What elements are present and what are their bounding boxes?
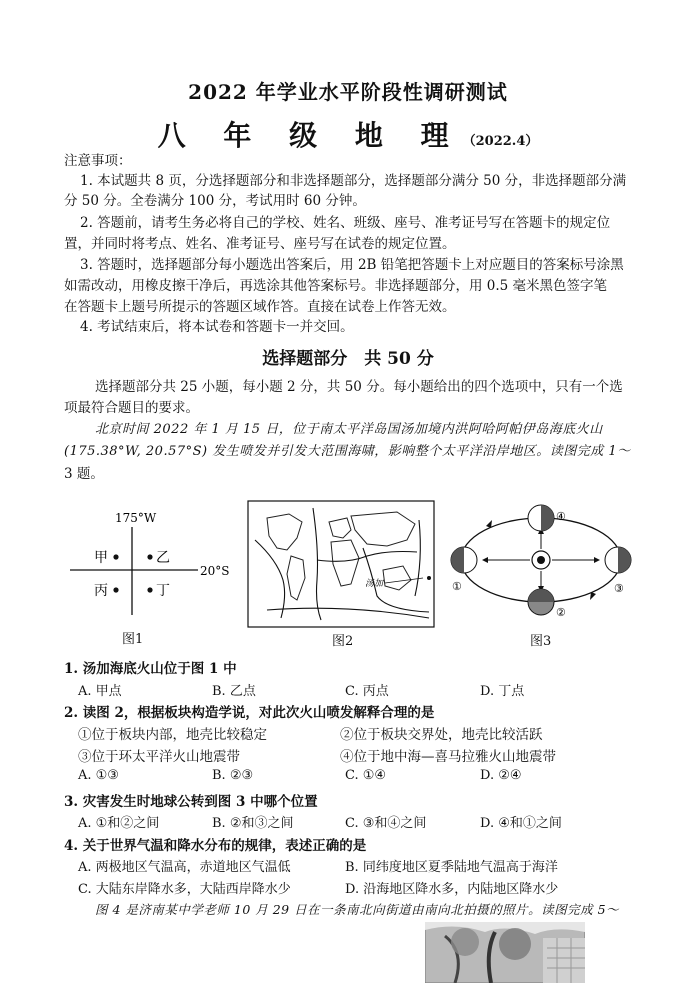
passage-line: 北京时间 2022 年 1 月 15 日，位于南太平洋岛国汤加境内洪阿哈阿帕伊岛海底火山 (95, 422, 603, 437)
point-yi (147, 554, 152, 559)
notice-line: 4. 考试结束后，将本试卷和答题卡一并交回。 (80, 319, 354, 335)
earth-position-2 (528, 589, 554, 615)
subject-title: 八 年 级 地 理 (157, 119, 463, 152)
notice-line: 分 50 分。全卷满分 100 分，考试用时 60 分钟。 (64, 193, 366, 209)
question-4-option-b[interactable]: B. 同纬度地区夏季陆地气温高于海洋 (345, 860, 558, 875)
earth-position-3 (605, 547, 631, 573)
lat-label: 20°S (200, 564, 230, 578)
position-4-label: ④ (556, 510, 566, 523)
question-2-statement: ④位于地中海—喜马拉雅火山地震带 (340, 749, 556, 765)
section-title: 选择题部分 共 50 分 (262, 349, 434, 369)
point-bing (113, 587, 118, 592)
orbit-arrow (590, 592, 596, 600)
figure-4-photo (425, 922, 585, 983)
orbit-arrow (486, 520, 492, 528)
question-1-stem: 1. 汤加海底火山位于图 1 中 (64, 661, 237, 677)
question-3-option-d[interactable]: D. ④和①之间 (480, 816, 562, 831)
question-4-stem: 4. 关于世界气温和降水分布的规律，表述正确的是 (64, 838, 367, 854)
earth-position-1 (451, 547, 477, 573)
passage-line: 图 4 是济南某中学老师 10 月 29 日在一条南北向街道由南向北拍摄的照片。读图完成 5～ (95, 902, 620, 917)
exam-subtitle (0, 114, 696, 154)
earth-position-4 (528, 505, 554, 531)
notice-line: 如需改动，用橡皮擦干净后，再选涂其他答案标号。非选择题部分，用 0.5 毫米黑色签字笔 (64, 278, 608, 294)
point-jia-label: 甲 (94, 550, 108, 566)
question-1-option-b[interactable]: B. 乙点 (212, 684, 256, 699)
question-2-statement: ③位于环太平洋火山地震带 (78, 749, 240, 765)
question-4-option-d[interactable]: D. 沿海地区降水多，内陆地区降水少 (345, 882, 559, 897)
question-3-option-a[interactable]: A. ①和②之间 (78, 816, 160, 831)
position-1-label: ① (452, 580, 462, 593)
passage-line: 3 题。 (64, 466, 104, 482)
question-2-option-b[interactable]: B. ②③ (212, 768, 254, 783)
question-2-stem: 2. 读图 2，根据板块构造学说，对此次火山喷发解释合理的是 (64, 705, 435, 721)
position-2-label: ② (556, 606, 566, 619)
point-bing-label: 丙 (94, 583, 108, 599)
point-ding (147, 587, 152, 592)
figure-3-caption: 图3 (530, 634, 552, 649)
point-jia (113, 554, 118, 559)
exam-title: 2022 年学业水平阶段性调研测试 (188, 80, 508, 104)
question-4-option-a[interactable]: A. 两极地区气温高，赤道地区气温低 (78, 860, 291, 875)
question-4-option-c[interactable]: C. 大陆东岸降水多，大陆西岸降水少 (78, 882, 291, 897)
exam-date: （2022.4） (462, 134, 539, 149)
figure-1-diagram (60, 505, 240, 630)
position-3-label: ③ (614, 582, 624, 595)
question-2-statement: ②位于板块交界处，地壳比较活跃 (340, 727, 543, 743)
question-2-option-d[interactable]: D. ②④ (480, 768, 522, 783)
figure-2-map (247, 500, 435, 628)
figure-2-caption: 图2 (332, 634, 354, 649)
section-intro: 选择题部分共 25 小题，每小题 2 分，共 50 分。每小题给出的四个选项中，只有一个选 (95, 379, 623, 395)
notice-line: 1. 本试题共 8 页，分选择题部分和非选择题部分，选择题部分满分 50 分，非选择题部分满 (80, 173, 627, 189)
lon-label: 175°W (115, 511, 157, 525)
notice-line: 在答题卡上题号所提示的答题区域作答。直接在试卷上作答无效。 (64, 299, 456, 315)
question-3-stem: 3. 灾害发生时地球公转到图 3 中哪个位置 (64, 794, 318, 810)
question-3-option-c[interactable]: C. ③和④之间 (345, 816, 427, 831)
question-1-option-d[interactable]: D. 丁点 (480, 684, 525, 699)
figure-3-orbit (446, 498, 636, 626)
question-3-option-b[interactable]: B. ②和③之间 (212, 816, 294, 831)
figure-1-caption: 图1 (122, 632, 144, 647)
question-2-option-c[interactable]: C. ①④ (345, 768, 387, 783)
point-ding-label: 丁 (156, 583, 170, 599)
tonga-marker (427, 576, 431, 580)
section-intro: 项最符合题目的要求。 (64, 400, 199, 416)
notice-line: 置，并同时将考点、姓名、准考证号、座号写在试卷的规定位置。 (64, 236, 456, 252)
question-1-option-c[interactable]: C. 丙点 (345, 684, 389, 699)
tonga-label: 汤加 (365, 579, 384, 589)
point-yi-label: 乙 (156, 550, 170, 566)
question-1-option-a[interactable]: A. 甲点 (78, 684, 122, 699)
passage-line: (175.38°W, 20.57°S) 发生喷发并引发大范围海啸，影响整个太平洋沿岸地区。读图完成 1～ (64, 444, 631, 459)
notice-line: 3. 答题时，选择题部分每小题选出答案后，用 2B 铅笔把答题卡上对应题目的答案标号涂黑 (80, 257, 624, 273)
sun-core (537, 556, 545, 564)
question-2-statement: ①位于板块内部，地壳比较稳定 (78, 727, 267, 743)
question-2-option-a[interactable]: A. ①③ (78, 768, 119, 783)
notice-heading: 注意事项： (64, 153, 132, 169)
notice-line: 2. 答题前，请考生务必将自己的学校、姓名、班级、座号、准考证号写在答题卡的规定位 (80, 215, 611, 231)
